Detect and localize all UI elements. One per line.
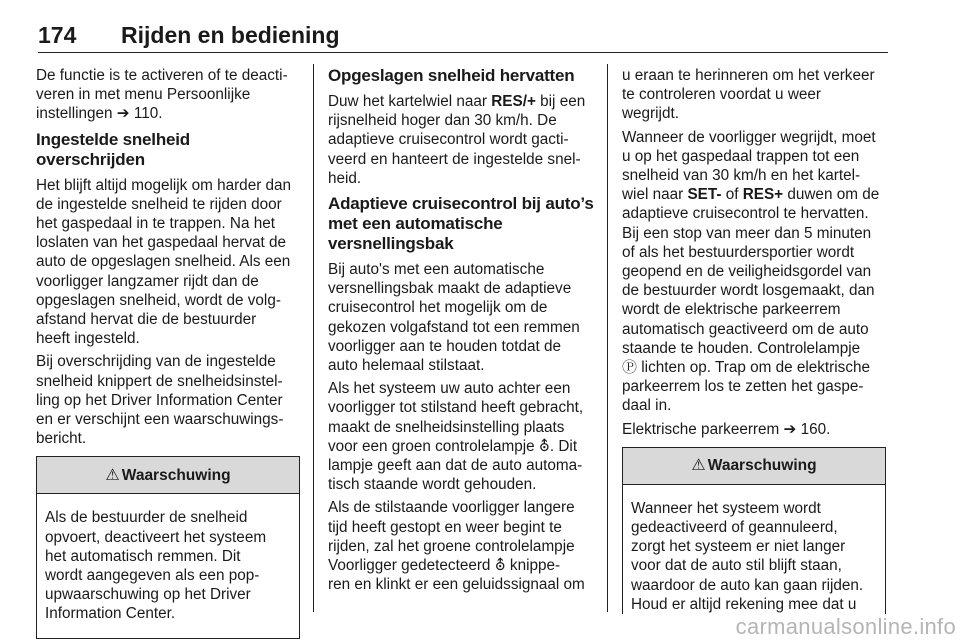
- car-ahead-lamp-icon: ⛢: [494, 557, 506, 575]
- page-number: 174: [38, 22, 77, 48]
- car-ahead-lamp-icon: ⛢: [538, 437, 550, 455]
- warning-body: Wanneer het systeem wordt gedeactiveerd of geannuleerd, zorgt het systeem er niet langer voor dat de auto stil blijft staan, waardoor de auto kan gaan rijden. Houd er altijd rekening mee dat u: [631, 499, 864, 613]
- warning-box: [36, 456, 300, 638]
- section-heading-resume-speed: Opgeslagen snelheid hervatten: [328, 66, 575, 85]
- paragraph: Als de stilstaande voorligger langere tijd heeft gestopt en weer begint te rijden, zal het groene controlelampje Voorligger gedetecteerd ⛢ knippe- ren en klinkt er een geluidssignaal om: [328, 499, 585, 594]
- paragraph: Wanneer de voorligger wegrijdt, moet u op het gaspedaal trappen tot een snelheid van 30 km/h en het kartel- wiel naar SET- of RES+ duwen om de adaptieve cruisecontrol te hervatten. Bij een stop van meer dan 5 minuten of als het bestuurdersportier wordt geopend en de veiligheidsgordel van de bestuurder wordt losgemaakt, dan wordt de elektrische parkeerrem automatisch geactiveerd om de auto staande te houden. Controlelampje Ⓟ lichten op. Trap om de elektrische parkeerrem los te zetten het gaspe- daal in.: [622, 128, 880, 415]
- warning-triangle-icon: ⚠: [691, 457, 706, 475]
- warning-triangle-icon: ⚠: [105, 466, 120, 484]
- warning-box: [622, 447, 886, 614]
- column-divider-2: [607, 64, 608, 612]
- column-1: [36, 66, 300, 639]
- paragraph: De functie is te activeren of te deacti- veren in met menu Persoonlijke instellingen ➔ 110.: [36, 67, 288, 123]
- page-header: [38, 22, 888, 52]
- paragraph: Bij overschrijding van de ingestelde snelheid knippert de snelheidsinstel- ling op het Driver Information Center en er verschijnt een waarschuwings- bericht.: [36, 353, 284, 448]
- header-rule: [38, 52, 888, 53]
- paragraph: Bij auto's met een automatische versnellingsbak maakt de adaptieve cruisecontrol het mogelijk om de gekozen volgafstand tot een remmen voorligger aan te houden totdat de auto helemaal stilstaat.: [328, 261, 580, 375]
- warning-header: ⚠ Waarschuwing: [37, 457, 299, 494]
- warning-header: ⚠ Waarschuwing: [623, 448, 885, 485]
- paragraph: Elektrische parkeerrem ➔ 160.: [622, 420, 831, 438]
- paragraph: u eraan te herinneren om het verkeer te controleren voordat u weer wegrijdt.: [622, 67, 875, 123]
- section-heading-automatic-transmission: Adaptieve cruisecontrol bij auto’s met een automatische versnellingsbak: [328, 194, 594, 254]
- column-3: [622, 66, 886, 614]
- parking-brake-lamp-icon: Ⓟ: [622, 359, 638, 377]
- page-title: Rijden en bediening: [121, 22, 340, 48]
- paragraph: Het blijft altijd mogelijk om harder dan de ingestelde snelheid te rijden door het gaspedaal in te trappen. Na het loslaten van het gaspedaal hervat de auto de opgeslagen snelheid. Als een voorligger langzamer rijdt dan de opgeslagen snelheid, wordt de volg- afstand hervat die de bestuurder heeft ingesteld.: [36, 176, 292, 348]
- column-2: [328, 66, 592, 598]
- section-heading-exceed-speed: Ingestelde snelheid overschrijden: [36, 129, 190, 169]
- column-divider-1: [313, 64, 314, 612]
- paragraph: Duw het kartelwiel naar RES/+ bij een rijsnelheid hoger dan 30 km/h. De adaptieve cruisecontrol wordt gacti- veerd en hanteert de ingestelde snel- heid.: [328, 93, 586, 187]
- paragraph: Als het systeem uw auto achter een voorligger tot stilstand heeft gebracht, maakt de snelheidsinstelling plaats voor een groen controlelampje ⛢. Dit lampje geeft aan dat de auto automa- tisch staande wordt gehouden.: [328, 380, 584, 494]
- watermark: carmanualsonline.info: [735, 614, 956, 639]
- warning-body: Als de bestuurder de snelheid opvoert, deactiveert het systeem het automatisch remmen. Dit wordt aangegeven als een pop- upwaarschuwing op het Driver Information Center.: [45, 509, 267, 623]
